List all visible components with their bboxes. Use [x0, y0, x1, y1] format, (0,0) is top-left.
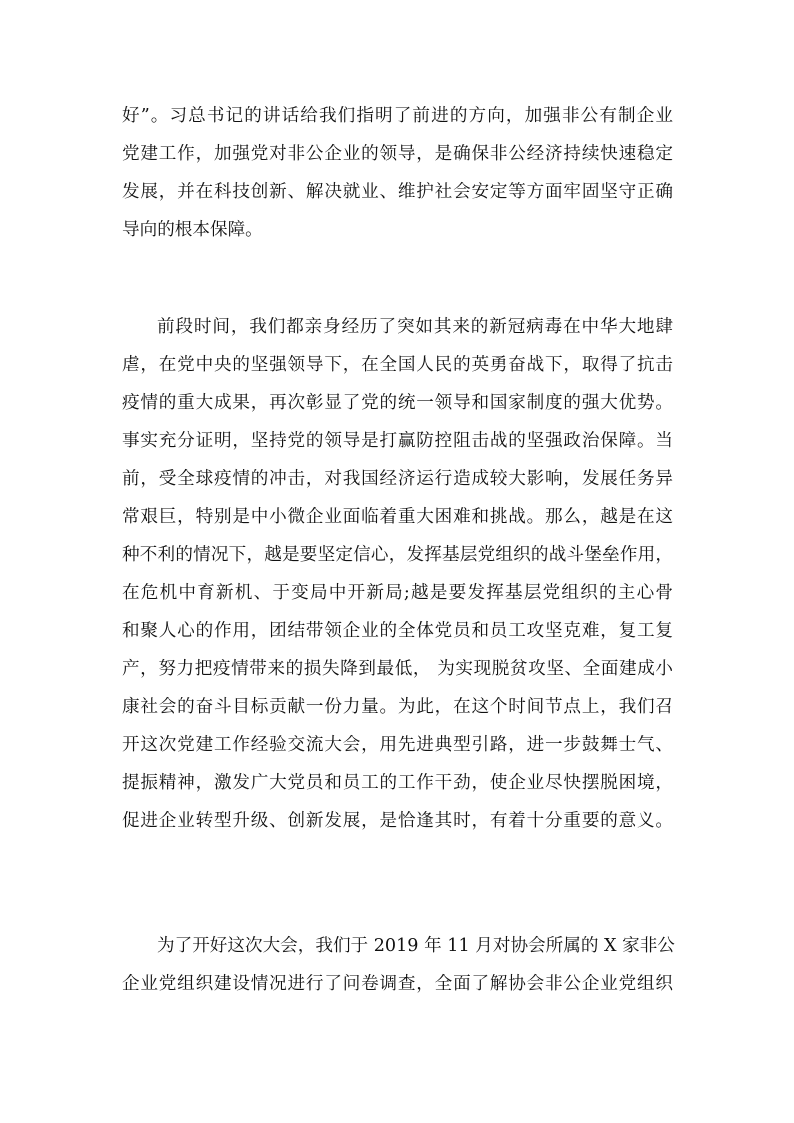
text-line: 疫情的重大成果，再次彰显了党的统一领导和国家制度的强大优势。: [122, 393, 673, 413]
text-line: 企业党组织建设情况进行了问卷调查，全面了解协会非公企业党组织: [122, 974, 673, 994]
text-line: 好”。习总书记的讲话给我们指明了前进的方向，加强非公有制企业: [122, 106, 673, 126]
paragraph-3: [122, 927, 673, 1003]
text-line: 常艰巨，特别是中小微企业面临着重大困难和挑战。那么，越是在这: [122, 507, 673, 527]
text-line: 导向的根本保障。: [122, 220, 263, 240]
text-line: 康社会的奋斗目标贡献一份力量。为此，在这个时间节点上，我们召: [122, 697, 673, 717]
text-line: 前段时间，我们都亲身经历了突如其来的新冠病毒在中华大地肆: [157, 317, 673, 337]
text-line: 事实充分证明，坚持党的领导是打赢防控阻击战的坚强政治保障。当: [122, 431, 673, 451]
text-line: 和聚人心的作用，团结带领企业的全体党员和员工攻坚克难，复工复: [122, 621, 673, 641]
text-line: 在危机中育新机、于变局中开新局;越是要发挥基层党组织的主心骨: [122, 583, 673, 603]
text-line: 开这次党建工作经验交流大会，用先进典型引路，进一步鼓舞士气、: [122, 735, 673, 755]
text-line: 种不利的情况下，越是要坚定信心，发挥基层党组织的战斗堡垒作用，: [122, 545, 673, 565]
text-line: 发展，并在科技创新、解决就业、维护社会安定等方面牢固坚守正确: [122, 182, 673, 202]
paragraph-2: [122, 308, 673, 840]
text-line: 党建工作，加强党对非公企业的领导，是确保非公经济持续快速稳定: [122, 144, 673, 164]
text-line: 提振精神，激发广大党员和员工的工作干劲，使企业尽快摆脱困境，: [122, 773, 673, 793]
text-line: 促进企业转型升级、创新发展，是恰逢其时，有着十分重要的意义。: [122, 811, 673, 831]
paragraph-1: [122, 97, 673, 249]
text-line: 产，努力把疫情带来的损失降到最低， 为实现脱贫攻坚、全面建成小: [122, 659, 673, 679]
text-line: 虐，在党中央的坚强领导下，在全国人民的英勇奋战下，取得了抗击: [122, 355, 673, 375]
text-line: 前，受全球疫情的冲击，对我国经济运行造成较大影响，发展任务异: [122, 469, 673, 489]
text-line: 为了开好这次大会，我们于 2019 年 11 月对协会所属的 X 家非公: [157, 936, 675, 956]
